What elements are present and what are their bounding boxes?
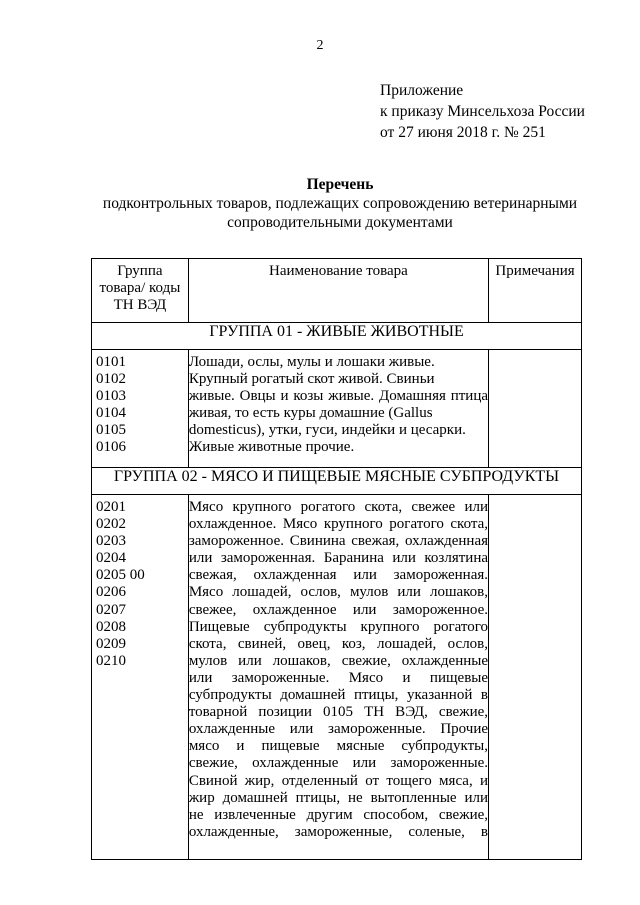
goods-name-line: свежая, охлажденная или замороженная. [188, 567, 489, 584]
goods-name-line: жир домашней птицы, не вытопленные или [188, 789, 489, 806]
goods-name-line: Мясо лошадей, ослов, мулов или лошаков, [188, 584, 489, 601]
goods-name-line: Пищевые субпродукты крупного рогатого [188, 618, 489, 635]
tn-ved-code: 0106 [96, 439, 126, 456]
goods-name-cell [188, 350, 488, 468]
goods-name-line: domesticus), утки, гуси, индейки и цесарки. [188, 422, 466, 439]
tn-ved-code: 0102 [96, 371, 126, 388]
notes-cell [489, 495, 582, 860]
notes-cell [489, 350, 582, 468]
tn-ved-code: 0201 [96, 499, 126, 515]
appendix-line-3: от 27 июня 2018 г. № 251 [380, 124, 546, 141]
tn-ved-code: 0208 [96, 618, 126, 635]
goods-name-line: товарной позиции 0105 ТН ВЭД, свежие, [188, 704, 489, 721]
goods-name-line: Живые животные прочие. [188, 439, 355, 456]
goods-name-line: мясо и пищевые мясные субпродукты, [188, 738, 489, 755]
group-title-row [92, 468, 582, 495]
tn-ved-code: 0202 [96, 516, 126, 533]
goods-name-line: Мясо крупного рогатого скота, свежее или [188, 499, 489, 515]
group-title: ГРУППА 02 - МЯСО И ПИЩЕВЫЕ МЯСНЫЕ СУБПРОДУКТЫ [92, 468, 582, 495]
goods-name-line: охлажденное. Мясо крупного рогатого скота, [188, 516, 489, 533]
goods-name-line: или замороженные. Мясо и пищевые [188, 669, 489, 686]
tn-ved-code: 0104 [96, 405, 126, 422]
title-line-3: сопроводительными документами [227, 214, 453, 231]
tn-ved-code: 0101 [96, 354, 126, 370]
goods-name-line: субпродукты домашней птицы, указанной в [188, 687, 489, 704]
goods-name-line: Свиной жир, отделенный от тощего мяса, и [188, 772, 489, 789]
header-name-label: Наименование товара [269, 263, 408, 279]
tn-ved-code: 0205 00 [96, 567, 145, 584]
header-group-codes-line-1: Группа [117, 263, 163, 279]
goods-name-cell [188, 495, 488, 860]
header-notes-label: Примечания [495, 263, 575, 279]
table-row [92, 495, 582, 860]
document-title [70, 175, 610, 232]
goods-name-line: свежие, охлажденные или замороженные. [188, 755, 489, 772]
goods-name-line: охлажденные, замороженные, соленые, в [188, 823, 489, 840]
group-title: ГРУППА 01 - ЖИВЫЕ ЖИВОТНЫЕ [92, 323, 582, 350]
goods-name-line: Крупный рогатый скот живой. Свиньи [188, 371, 435, 388]
tn-ved-code: 0103 [96, 388, 126, 405]
goods-table [91, 258, 582, 860]
goods-name-line: скота, свиней, овец, коз, лошадей, ослов, [188, 635, 489, 652]
appendix-line-2: к приказу Минсельхоза России [380, 103, 585, 120]
goods-name-line: охлажденные или замороженные. Прочие [188, 721, 489, 738]
tn-ved-code: 0210 [96, 652, 126, 669]
header-group-codes-line-2: товара/ коды [99, 280, 181, 297]
title-main: Перечень [306, 176, 374, 193]
tn-ved-code: 0207 [96, 601, 126, 618]
goods-name-line: Лошади, ослы, мулы и лошаки живые. [188, 354, 435, 370]
goods-name-line: или замороженная. Баранина или козлятина [188, 550, 489, 567]
group-title-row [92, 323, 582, 350]
tn-ved-code: 0105 [96, 422, 126, 439]
goods-name-line: не извлеченные другим способом, свежие, [188, 806, 489, 823]
table-row [92, 350, 582, 468]
goods-name-line: живые. Овцы и козы живые. Домашняя птица [188, 388, 489, 405]
group-codes-cell [92, 350, 189, 468]
table-header-row [92, 259, 582, 323]
header-name [188, 259, 488, 323]
tn-ved-code: 0203 [96, 533, 126, 550]
goods-name-line: замороженное. Свинина свежая, охлажденная [188, 533, 489, 550]
tn-ved-code: 0206 [96, 584, 126, 601]
group-codes-cell [92, 495, 189, 860]
appendix-line-1: Приложение [380, 82, 464, 99]
tn-ved-code: 0209 [96, 635, 126, 652]
tn-ved-code: 0204 [96, 550, 126, 567]
page-number: 2 [316, 38, 324, 53]
appendix-block [380, 80, 585, 143]
goods-name-line: мулов или лошаков, свежие, охлажденные [188, 652, 489, 669]
goods-name-line: свежее, охлажденное или замороженное. [188, 601, 489, 618]
header-group-codes [92, 259, 189, 323]
header-notes [489, 259, 582, 323]
title-line-2: подконтрольных товаров, подлежащих сопровождению ветеринарными [102, 195, 578, 212]
header-group-codes-line-3: ТН ВЭД [113, 297, 167, 314]
goods-name-line: живая, то есть куры домашние (Gallus [188, 405, 433, 422]
